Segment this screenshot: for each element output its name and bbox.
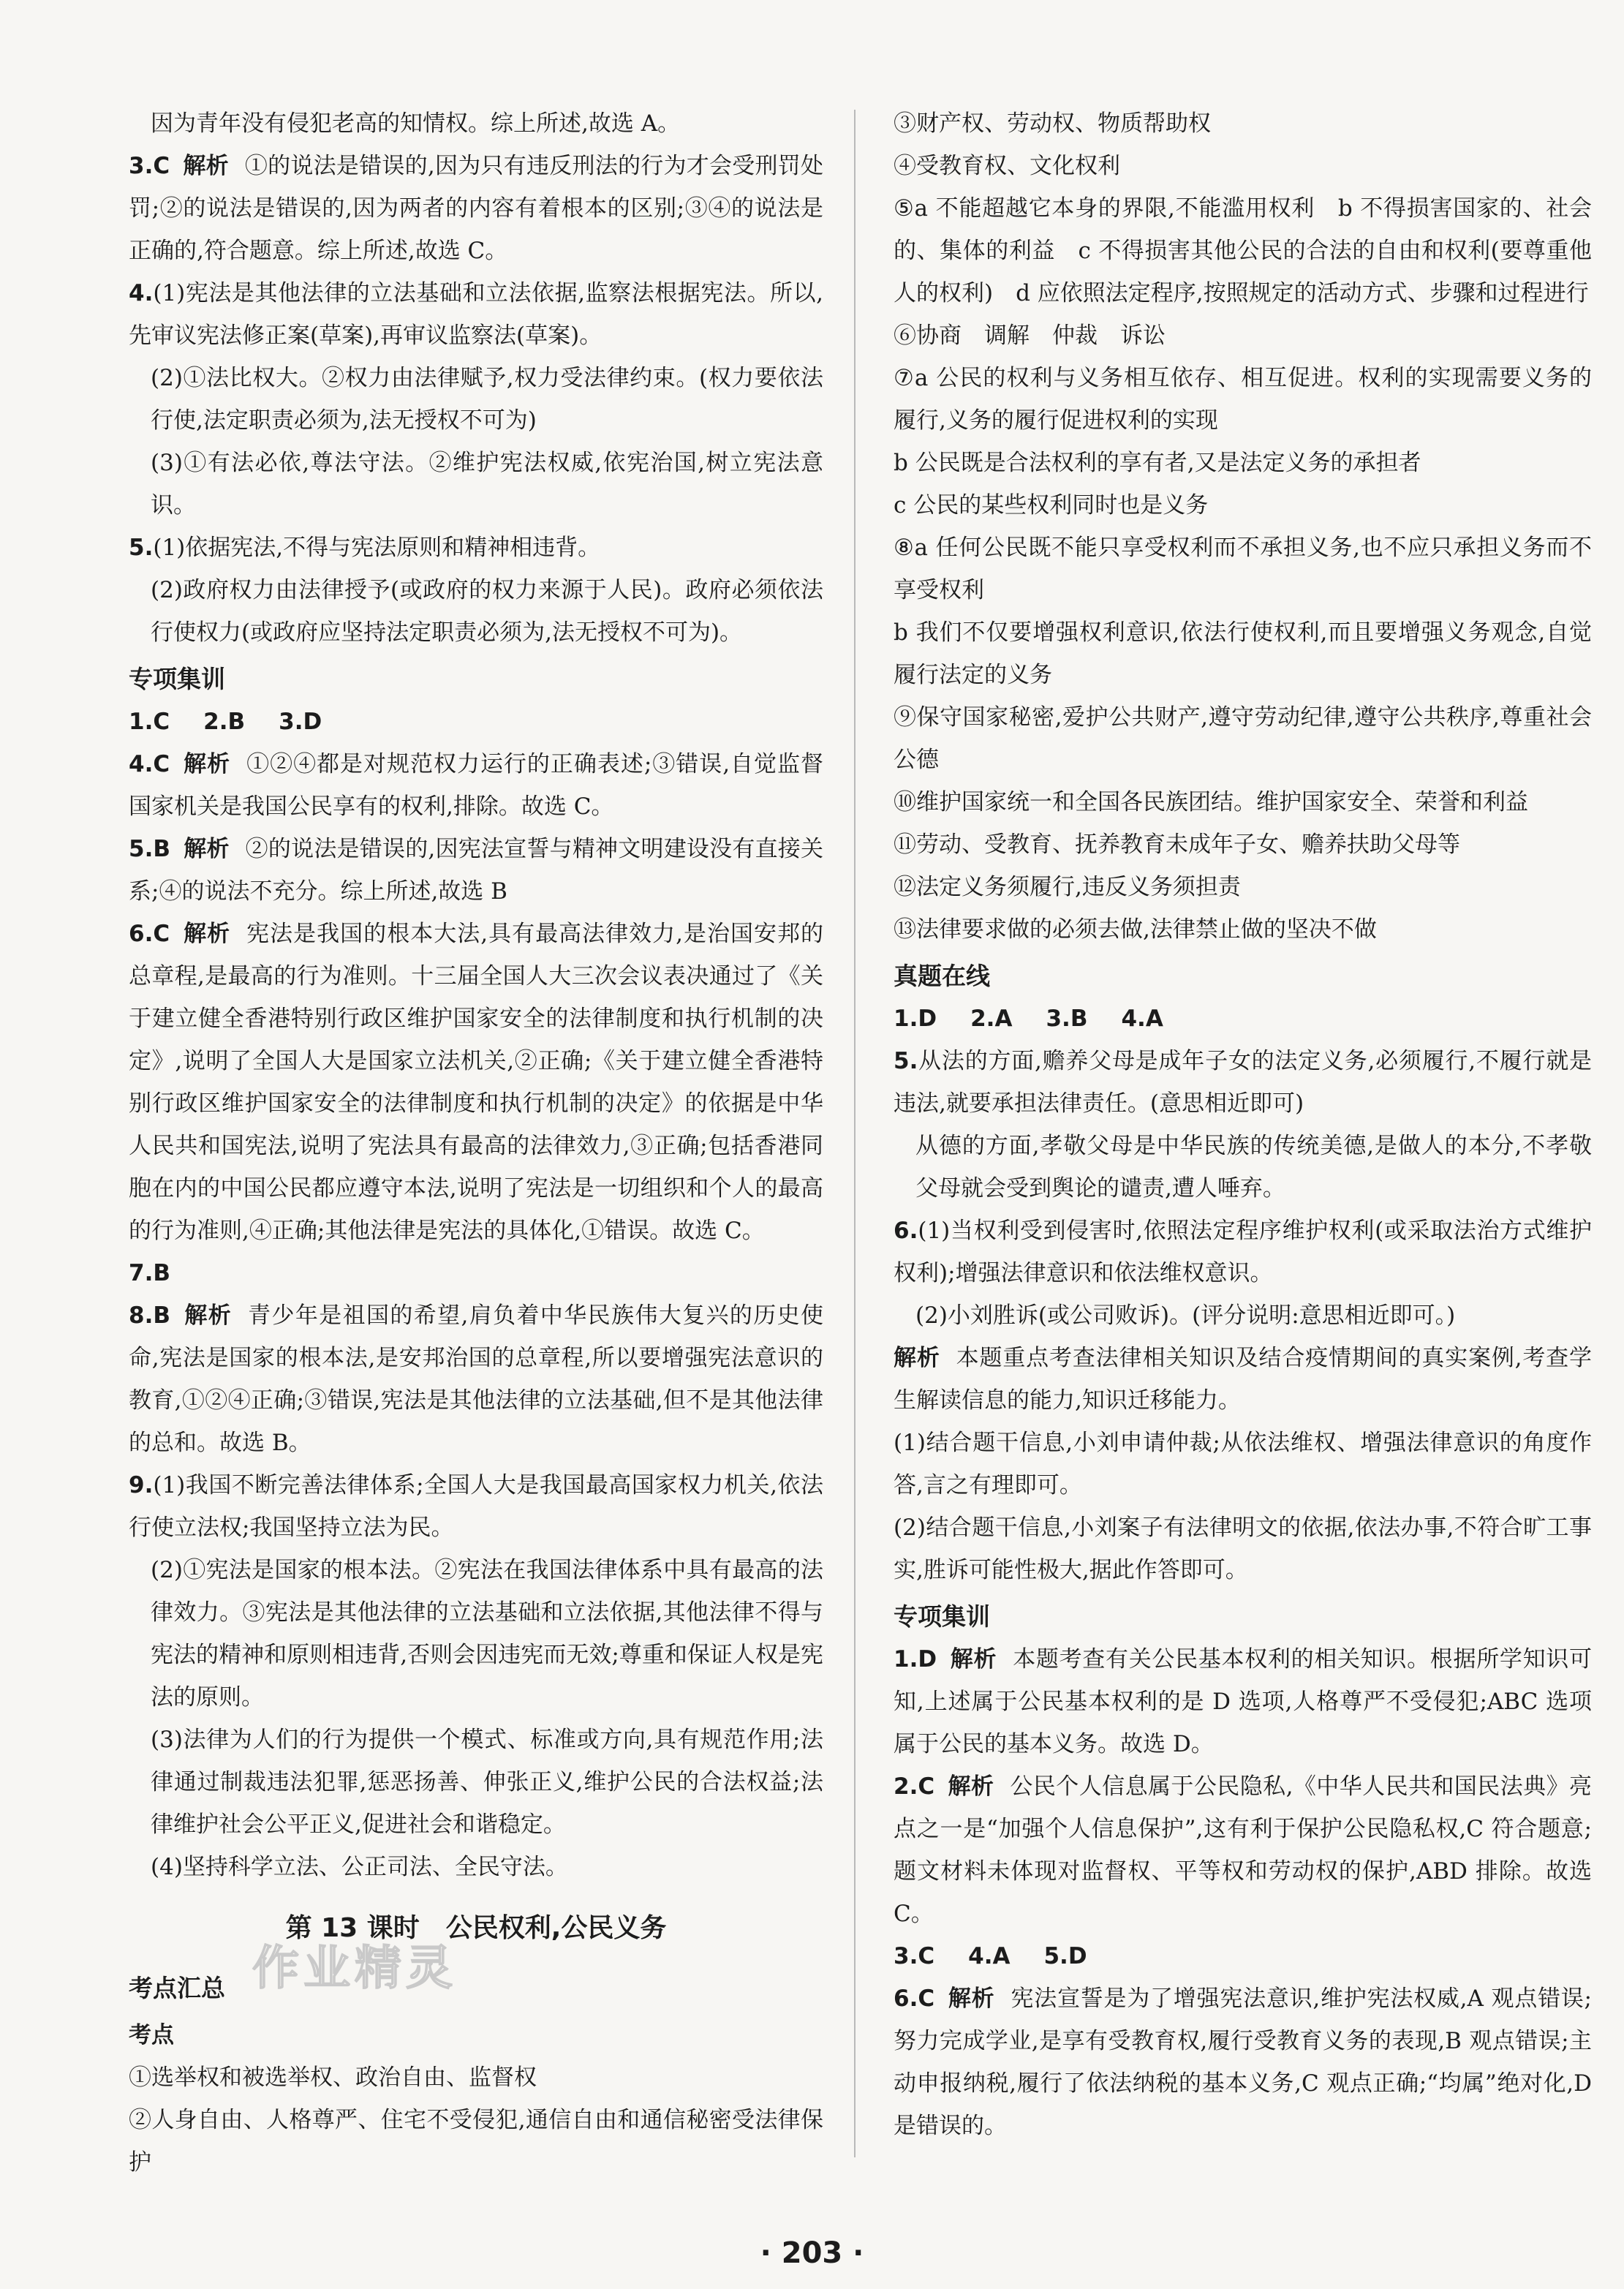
exam-analysis	[894, 1337, 1592, 1422]
answer-letter: B	[153, 836, 170, 862]
question-number: 5.	[1043, 1943, 1068, 1969]
answer-text: (1)依据宪法,不得与宪法原则和精神相违背。	[153, 535, 601, 561]
drill-answer-1	[894, 1638, 1592, 1765]
key-point: c 公民的某些权利同时也是义务	[894, 492, 1209, 518]
answer-5-part-2: (2)政府权力由法律授予(或政府的权力来源于人民)。政府必须依法行使权力(或政府应坚持法定职责必须为,法无授权不可为)。	[151, 577, 823, 646]
column-divider	[854, 110, 856, 2157]
answer-letter: D	[918, 1006, 937, 1032]
watermark-logo: 作业精灵	[252, 1942, 457, 1996]
answer-text: (1)宪法是其他法律的立法基础和立法依据,监察法根据宪法。所以,先审议宪法修正案(草案),再审议监察法(草案)。	[129, 280, 823, 349]
answer-letter: D	[1068, 1943, 1087, 1969]
analysis-text: ①②④都是对规范权力运行的正确表述;③错误,自觉监督国家机关是我国公民享有的权利,排除。故选 C。	[129, 751, 824, 820]
answer-letter: C	[153, 709, 170, 735]
exam-answer-6-part-1	[894, 1210, 1592, 1294]
answer-text: 从法的方面,赡养父母是成年子女的法定义务,必须履行,不履行就是违法,就要承担法律责任。(意思相近即可)	[894, 1048, 1592, 1117]
question-number: 3.	[279, 709, 303, 735]
drill-answer-2	[894, 1765, 1592, 1935]
answer-letter: D	[303, 709, 322, 735]
question-number: 3.	[1046, 1006, 1070, 1032]
question-number: 2.	[203, 709, 228, 735]
key-point: ⑫法定义务须履行,违反义务须担责	[894, 874, 1241, 900]
drill-answer-9-part-3: (3)法律为人们的行为提供一个模式、标准或方向,具有规范作用;法律通过制裁违法犯罪,惩恶扬善、伸张正义,维护公民的合法权益;法律维护社会公平正义,促进社会和谐稳定。	[151, 1727, 823, 1838]
subsection-heading: 考点	[129, 2022, 174, 2048]
question-number: 1.	[894, 1006, 918, 1032]
analysis-label: 解析	[184, 1302, 233, 1329]
analysis-label: 解析	[894, 1345, 940, 1371]
analysis-label: 解析	[948, 1986, 995, 2012]
drill-answer-4	[129, 743, 823, 828]
analysis-label: 解析	[183, 751, 231, 777]
answer-4-part-3: (3)①有法必依,尊法守法。②维护宪法权威,依宪治国,树立宪法意识。	[151, 450, 823, 518]
lesson-title: 第 13 课时 公民权利,公民义务	[285, 1913, 667, 1943]
drill-answer-8	[129, 1294, 823, 1464]
answer-letter: B	[1070, 1006, 1088, 1032]
drill-answer-9-part-2: (2)①宪法是国家的根本法。②宪法在我国法律体系中具有最高的法律效力。③宪法是其他法律的立法基础和立法依据,其他法律不得与宪法的精神和原则相违背,否则会因违宪而无效;尊重和保证人权是宪法的原则。	[151, 1557, 823, 1711]
answer-letter: C	[153, 153, 170, 179]
question-number: 4.	[968, 1943, 993, 1969]
exam-answer-5-part-2: 从德的方面,孝敬父母是中华民族的传统美德,是做人的本分,不孝敬父母就会受到舆论的谴责,遭人唾弃。	[915, 1133, 1592, 1202]
answer-letter: B	[153, 1302, 170, 1329]
key-point: ④受教育权、文化权利	[894, 153, 1120, 179]
analysis-text: 本题考查有关公民基本权利的相关知识。根据所学知识可知,上述属于公民基本权利的是 D 选项,人格尊严不受侵犯;ABC 选项属于公民的基本义务。故选 D。	[894, 1646, 1593, 1757]
question-number: 1.	[894, 1646, 918, 1673]
answer-letter: A	[992, 1943, 1011, 1969]
drill-answer-9-part-1	[129, 1464, 823, 1549]
answer-text: (1)当权利受到侵害时,依照法定程序维护权利(或采取法治方式维护权利);增强法律意识和依法维权意识。	[894, 1218, 1592, 1286]
section-heading: 真题在线	[894, 962, 990, 990]
key-point: ⑩维护国家统一和全国各民族团结。维护国家安全、荣誉和利益	[894, 789, 1528, 815]
key-point: ⑪劳动、受教育、抚养教育未成年子女、赡养扶助父母等	[894, 831, 1460, 858]
answer-letter: B	[227, 709, 246, 735]
left-column	[129, 102, 823, 2184]
answer-letter: A	[994, 1006, 1013, 1032]
drill-answer-6	[129, 913, 823, 1252]
analysis-text: 宪法宣誓是为了增强宪法意识,维护宪法权威,A 观点错误;努力完成学业,是享有受教育权,履行受教育义务的表现,B 观点错误;主动申报纳税,履行了依法纳税的基本义务,C 观点正确;“均属”绝对化,D 是错误的。	[894, 1986, 1592, 2139]
question-number: 5.	[129, 535, 154, 561]
question-number: 5.	[129, 836, 154, 862]
key-point: ⑥协商 调解 仲裁 诉讼	[894, 323, 1166, 349]
answer-letter: D	[918, 1646, 937, 1673]
key-point: b 我们不仅要增强权利意识,依法行使权利,而且要增强义务观念,自觉履行法定的义务	[894, 619, 1592, 688]
exam-analysis-part-2: (2)结合题干信息,小刘案子有法律明文的依据,依法办事,不符合旷工事实,胜诉可能性极大,据此作答即可。	[894, 1515, 1592, 1583]
page-number: · 203 ·	[760, 2236, 864, 2270]
answer-3	[129, 145, 823, 272]
drill-answer-7	[129, 1252, 823, 1294]
answer-text: 因为青年没有侵犯老高的知情权。综上所述,故选 A。	[151, 110, 681, 137]
answer-letter: C	[918, 1773, 935, 1800]
answer-letter: B	[153, 1260, 170, 1286]
question-number: 6.	[894, 1986, 918, 2012]
question-number: 4.	[129, 751, 154, 777]
answer-letter: A	[1145, 1006, 1163, 1032]
right-column	[894, 102, 1592, 2147]
analysis-text: 宪法是我国的根本大法,具有最高法律效力,是治国安邦的总章程,是最高的行为准则。十三届全国人大三次会议表决通过了《关于建立健全香港特别行政区维护国家安全的法律制度和执行机制的决定》,说明了全国人大是国家立法机关,②正确;《关于建立健全香港特别行政区维护国家安全的法律制度和执行机制的决定》的依据是中华人民共和国宪法,说明了宪法具有最高的法律效力,③正确;包括香港同胞在内的中国公民都应遵守本法,说明了宪法是一切组织和个人的最高的行为准则,④正确;其他法律是宪法的具体化,①错误。故选 C。	[129, 921, 824, 1244]
answer-4-part-1	[129, 272, 823, 357]
question-number: 8.	[129, 1302, 154, 1329]
analysis-label: 解析	[950, 1646, 997, 1673]
answer-letter: C	[918, 1943, 935, 1969]
question-number: 3.	[894, 1943, 918, 1969]
analysis-label: 解析	[948, 1773, 994, 1800]
question-number: 6.	[129, 921, 154, 947]
section-heading: 专项集训	[894, 1602, 990, 1631]
answer-4-part-2: (2)①法比权大。②权力由法律赋予,权力受法律约束。(权力要依法行使,法定职责必须为,法无授权不可为)	[151, 365, 823, 434]
key-point: ⑦a 公民的权利与义务相互依存、相互促进。权利的实现需要义务的履行,义务的履行促进权利的实现	[894, 365, 1592, 434]
question-number: 5.	[894, 1048, 918, 1074]
exam-analysis-part-1: (1)结合题干信息,小刘申请仲裁;从依法维权、增强法律意识的角度作答,言之有理即可。	[894, 1430, 1592, 1498]
question-number: 9.	[129, 1472, 154, 1498]
exam-answer-5-part-1	[894, 1040, 1592, 1125]
answer-text: (1)我国不断完善法律体系;全国人大是我国最高国家权力机关,依法行使立法权;我国坚持立法为民。	[129, 1472, 823, 1541]
question-number: 2.	[970, 1006, 995, 1032]
key-point: ①选举权和被选举权、政治自由、监督权	[129, 2064, 537, 2091]
drill-answer-6	[894, 1977, 1592, 2147]
answer-5-part-1	[129, 527, 823, 569]
question-number: 6.	[894, 1218, 918, 1244]
analysis-text: 本题重点考查法律相关知识及结合疫情期间的真实案例,考查学生解读信息的能力,知识迁移能力。	[894, 1345, 1592, 1414]
question-number: 7.	[129, 1260, 154, 1286]
key-point: ⑬法律要求做的必须去做,法律禁止做的坚决不做	[894, 916, 1377, 943]
key-point: b 公民既是合法权利的享有者,又是法定义务的承担者	[894, 450, 1421, 476]
drill-answer-5	[129, 828, 823, 913]
key-point: ③财产权、劳动权、物质帮助权	[894, 110, 1211, 137]
analysis-text: 公民个人信息属于公民隐私,《中华人民共和国民法典》亮点之一是“加强个人信息保护”,这有利于保护公民隐私权,C 符合题意;题文材料未体现对监督权、平等权和劳动权的保护,ABD 排除。故选 C。	[894, 1773, 1593, 1927]
analysis-label: 解析	[183, 153, 229, 179]
answer-letter: C	[153, 751, 170, 777]
question-number: 4.	[129, 280, 154, 306]
analysis-text: 青少年是祖国的希望,肩负着中华民族伟大复兴的历史使命,宪法是国家的根本法,是安邦治国的总章程,所以要增强宪法意识的教育,①②④正确;③错误,宪法是其他法律的立法基础,但不是其他法律的总和。故选 B。	[129, 1302, 824, 1456]
answer-row	[129, 701, 823, 743]
analysis-text: ②的说法是错误的,因宪法宣誓与精神文明建设没有直接关系;④的说法不充分。综上所述,故选 B	[129, 836, 824, 905]
analysis-label: 解析	[183, 921, 231, 947]
drill-answer-9-part-4: (4)坚持科学立法、公正司法、全民守法。	[151, 1854, 568, 1880]
answer-row	[894, 998, 1592, 1040]
exam-answer-6-part-2: (2)小刘胜诉(或公司败诉)。(评分说明:意思相近即可。)	[915, 1302, 1456, 1329]
question-number: 3.	[129, 153, 154, 179]
key-point: ⑧a 任何公民既不能只享受权利而不承担义务,也不应只承担义务而不享受权利	[894, 535, 1592, 603]
question-number: 4.	[1121, 1006, 1146, 1032]
key-point: ⑤a 不能超越它本身的界限,不能滥用权利 b 不得损害国家的、社会的、集体的利益 c 不得损害其他公民的合法的自由和权利(要尊重他人的权利) d 应依照法定程序,按照规定的活动方式、步骤和过程进行	[894, 195, 1592, 306]
section-heading: 专项集训	[129, 665, 225, 693]
question-number: 1.	[129, 709, 154, 735]
section-heading: 考点汇总	[129, 1974, 225, 2002]
answer-letter: C	[153, 921, 170, 947]
analysis-label: 解析	[184, 836, 230, 862]
key-point: ②人身自由、人格尊严、住宅不受侵犯,通信自由和通信秘密受法律保护	[129, 2107, 823, 2176]
analysis-text: ①的说法是错误的,因为只有违反刑法的行为才会受刑罚处罚;②的说法是错误的,因为两者的内容有着根本的区别;③④的说法是正确的,符合题意。综上所述,故选 C。	[129, 153, 824, 264]
question-number: 2.	[894, 1773, 918, 1800]
answer-letter: C	[918, 1986, 935, 2012]
key-point: ⑨保守国家秘密,爱护公共财产,遵守劳动纪律,遵守公共秩序,尊重社会公德	[894, 704, 1592, 773]
answer-row	[894, 1935, 1592, 1977]
